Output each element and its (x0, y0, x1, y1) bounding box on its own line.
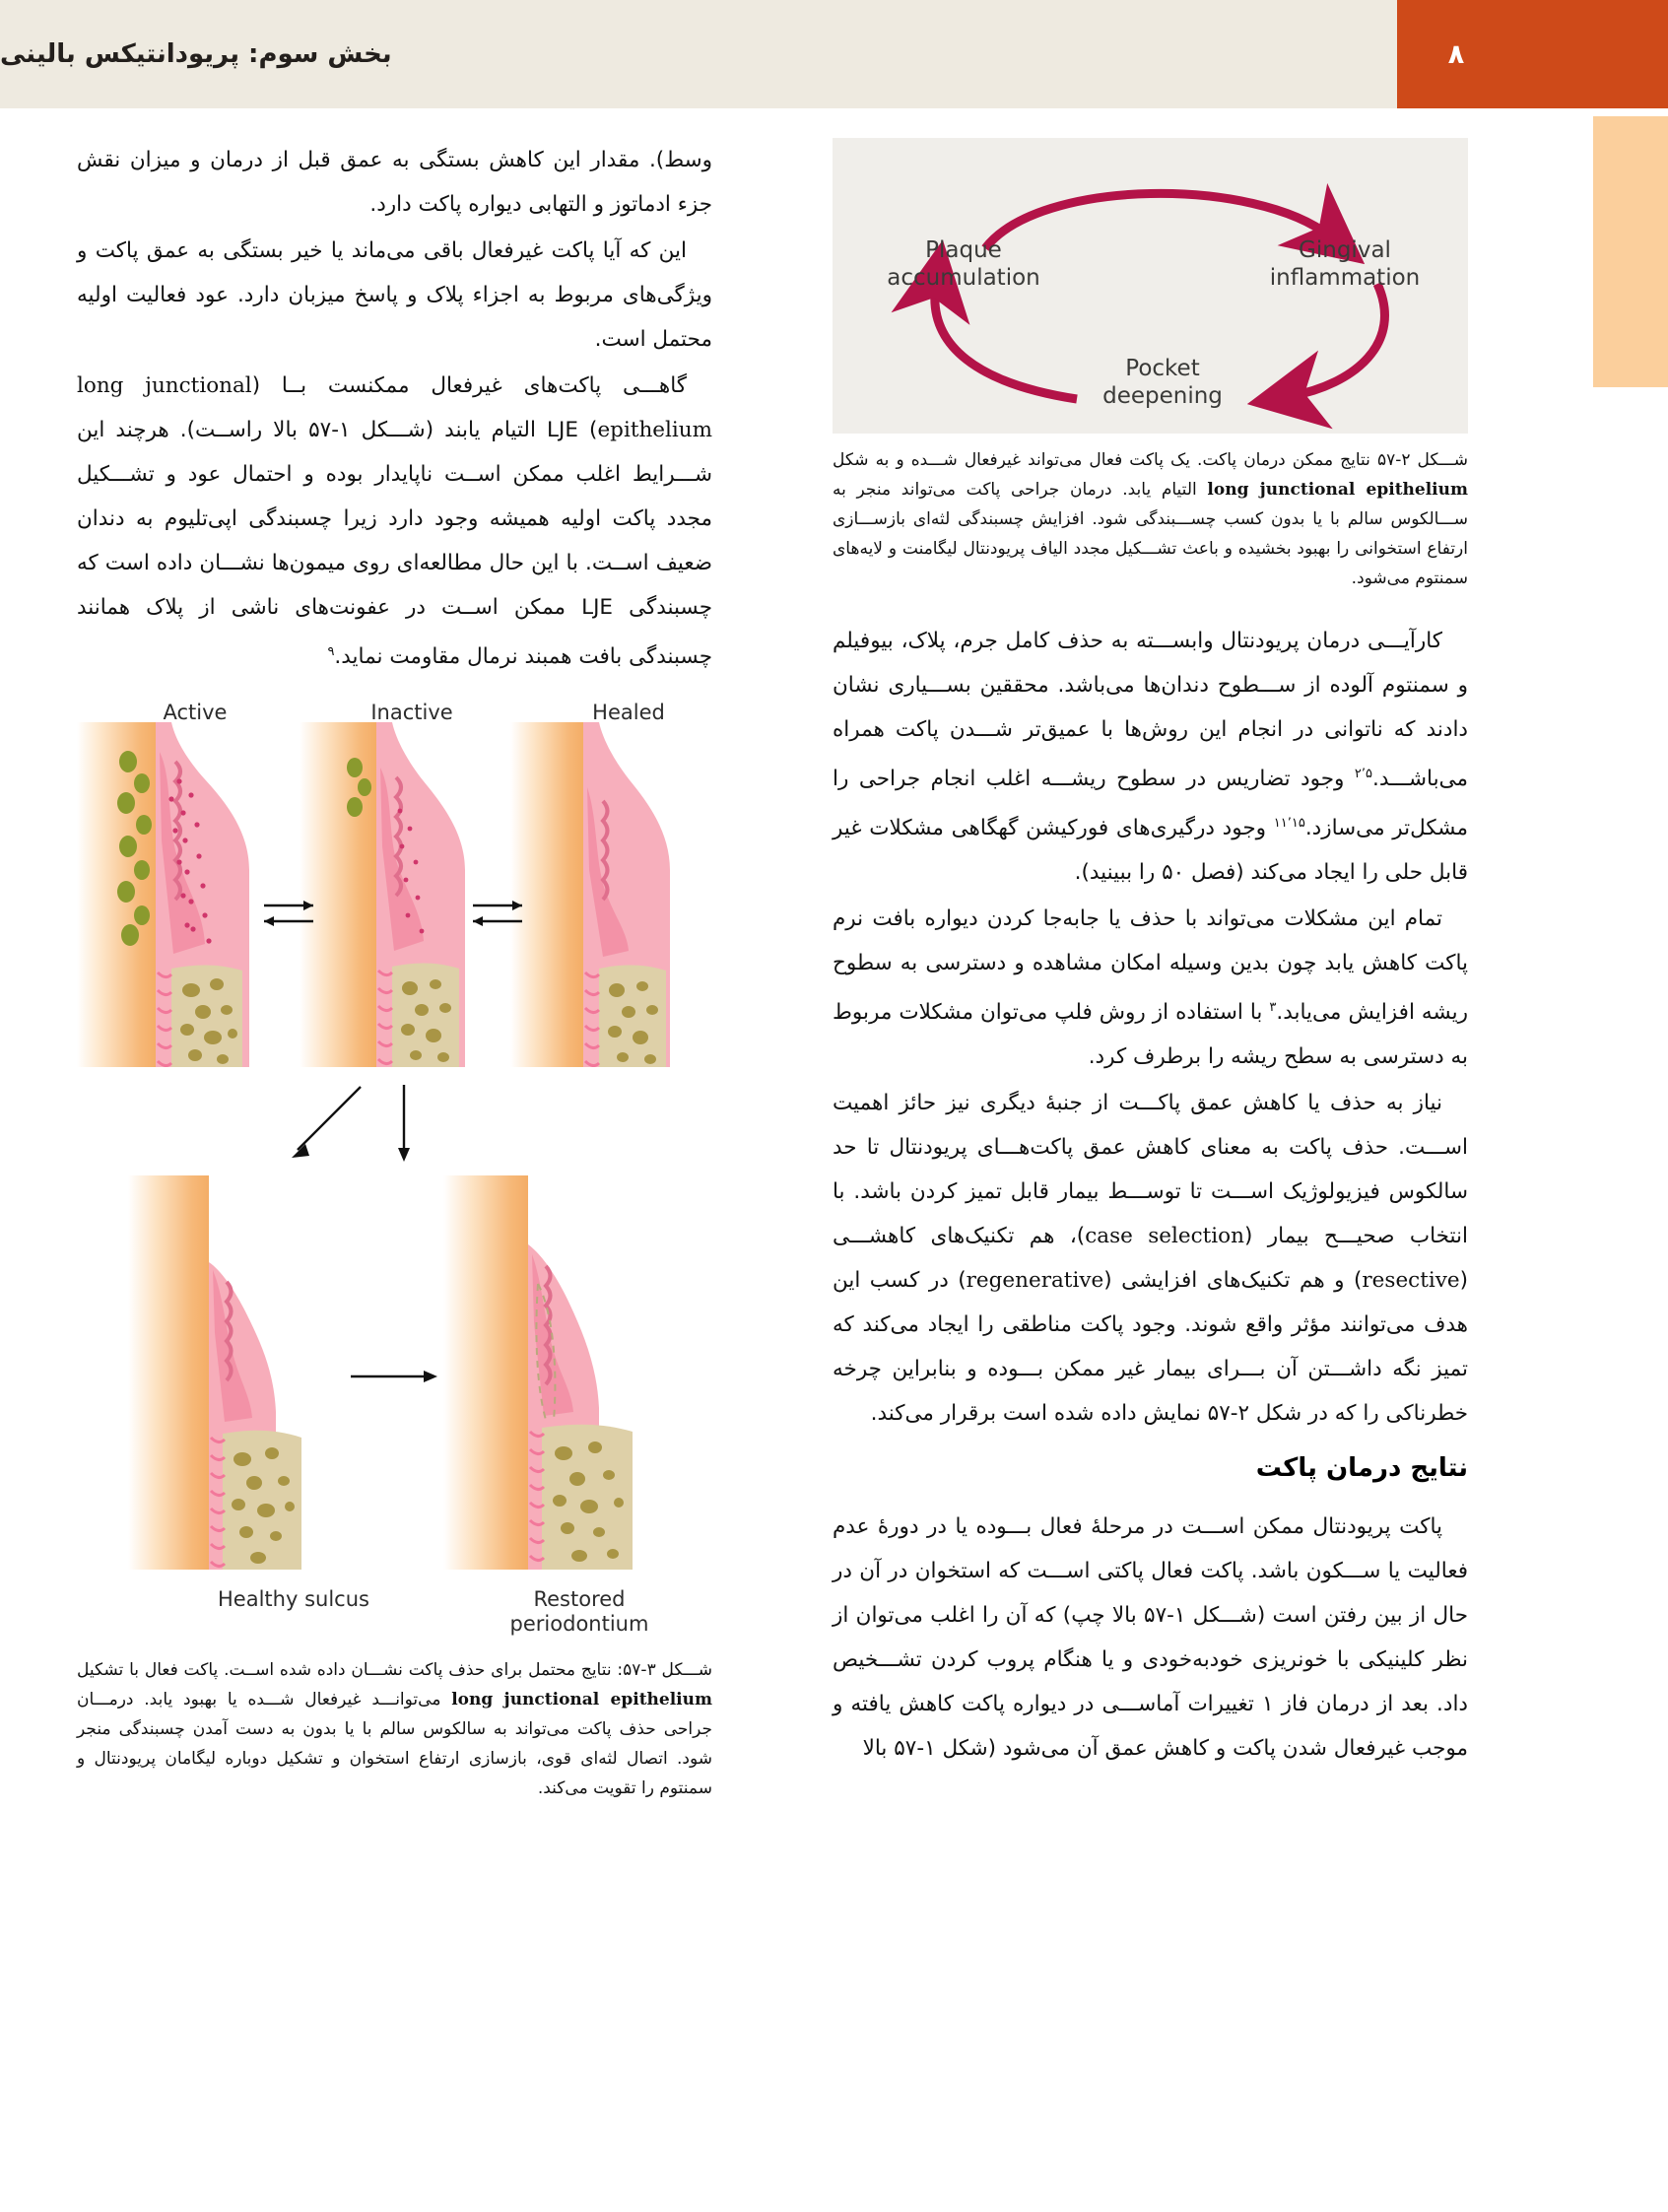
double-arrow-inactive-healed (469, 894, 526, 933)
rp2-ref: ۳ (1269, 1000, 1277, 1016)
running-title: بخش سوم: پریودانتیکس بالینی (0, 39, 392, 69)
left-paragraph-1: وسط). مقدار این کاهش بستگی به عمق قبل از درمان و میزان نقش جزء ادماتوز و التهابی دیواره پاکت دارد. (77, 148, 712, 217)
rp1-b: وجود تضاریس در سطوح ریشـــه اغلب انجام جراحی را مشکل‌تر می‌سازد. (833, 767, 1469, 841)
figure-label-healthy-sulcus: Healthy sulcus (218, 1587, 369, 1612)
rp1-c: وجود درگیری‌های فورکیشن گهگاهی مشکلات غیر قابل حلی را ایجاد می‌کند (فصل ۵۰ را ببینید). (833, 816, 1468, 886)
tooth-panel-restored-periodontium (443, 1175, 660, 1570)
double-arrow-active-inactive (260, 894, 317, 933)
rp1-ref2: ۱۱٬۱۵ (1273, 816, 1305, 832)
rp3-d: ) در کسب این هدف می‌توانند مؤثر واقع شوند. وجود پاکت مناطقی را ایجاد می‌کند که تمیز نگه داشـــتن آن بـــرای بیمار غیر ممکن بـــوده و بنابراین چرخه خطرناکی را که در شکل ۲-۵۷ نمایش داده شده است برقرار می‌کند. (833, 1268, 1468, 1427)
tooth-panel-active (77, 722, 264, 1067)
arrow-healthy-to-restored (345, 1363, 443, 1392)
right-paragraph-4: پاکت پریودنتال ممکن اســـت در مرحلهٔ فعال بـــوده یا در دورهٔ عدم فعالیت یا ســـکون باشد. پاکت فعال پاکتی اســـت که استخوان در آن در حال از بین رفتن است (شـــکل ۱-۵۷ بالا چپ) که آن را اغلب می‌توان از نظر کلینیکی با خونریزی خودبه‌خودی و یا هنگام پروب کردن تشـــخیص داد. بعد از درمان فاز ۱ تغییرات آماســـی در دیواره پاکت کاهش یافته و موجب غیرفعال شدن پاکت و کاهش عمق آن می‌شود (شکل ۱-۵۷ بالا (833, 1514, 1469, 1762)
figure-label-inactive: Inactive (370, 701, 453, 725)
figure-label-healed: Healed (592, 701, 665, 725)
edge-tab-marker (1593, 116, 1668, 387)
tooth-panel-healthy-sulcus (128, 1175, 325, 1570)
fig2-caption-a: شـــکل ۲-۵۷ نتایج ممکن درمان پاکت. یک پاکت فعال می‌تواند غیرفعال شـــده و به شکل (833, 450, 1468, 470)
left-paragraph-3 (77, 364, 712, 679)
rp3-latin-case-selection: case selection (1085, 1224, 1244, 1249)
figure-57-3-image (77, 701, 712, 1927)
left-column (77, 138, 712, 1927)
right-column (833, 138, 1468, 1773)
figure-label-active: Active (163, 701, 228, 725)
figure-57-2-image (833, 138, 1468, 434)
fig3-caption-a: شـــکل ۳-۵۷: نتایج محتمل برای حذف پاکت نشـــان داده شده اســت. پاکت فعال با تشکیل (77, 1660, 712, 1681)
rp3-latin-resective: resective (1362, 1268, 1460, 1294)
rp3-c: ) و هم تکنیک‌های افزایشی ( (1103, 1268, 1363, 1294)
rp3-a: نیاز به حذف یا کاهش عمق پاکـــت از جنبهٔ دیگری نیز حائز اهمیت اســـت. حذف پاکت به معنای کاهش عمق پاکت‌هـــای پریودنتال تا حد سالکوس فیزیولوژیک اســـت تا توســـط بیمار قابل تمیز کردن باشد. با انتخاب صحیـــح بیمار ( (833, 1091, 1469, 1249)
right-paragraph-2 (833, 897, 1468, 1079)
fig3-caption-b: می‌توانـــد غیرفعال شـــده یا بهبود یابد. درمـــان جراحی حذف پاکت می‌تواند به سالکوس سالم با یا بدون به دست آمدن چسبندگی منجر شود. اتصال لثه‌ای قوی، بازسازی ارتفاع استخوان و تشکیل دوباره لیگامان پریودنتال و سمنتوم را تقویت می‌کند. (77, 1690, 712, 1799)
fig3-caption-latin: long junctional epithelium (451, 1690, 712, 1710)
tooth-panel-inactive (300, 722, 477, 1067)
lp3-ref: ۹ (327, 644, 335, 659)
lp3-latin-lje: long junctional epithelium (77, 373, 713, 442)
left-paragraph-2: این که آیا پاکت غیرفعال باقی می‌ماند یا خیر بستگی به عمق پاکت و ویژگی‌های مربوط به اجزاء پلاک و پاسخ میزبان دارد. عود فعالیت اولیه محتمل است. (77, 238, 712, 352)
right-paragraph-3 (833, 1081, 1468, 1436)
cycle-node-gingival: Gingival inflammation (1269, 237, 1421, 291)
page-number: ۸ (1447, 38, 1465, 70)
figure-57-3-caption (77, 1655, 712, 1803)
figure-label-restored-periodontium: Restored periodontium (509, 1587, 649, 1637)
arrow-gingival-to-pocket (1291, 284, 1384, 396)
lp3-b: ) LJE التیام یابند (شـــکل ۱-۵۷ بالا راســت). هرچند این شـــرایط اغلب ممکن اســت ناپایدار بوده و احتمال عود و تشـــکیل مجدد پاکت اولیه همیشه وجود دارد زیرا چسبندگی اپی‌تلیوم به دندان ضعیف اســت. با این حال مطالعه‌ای روی میمون‌ها نشـــان داده است که چسبندگی LJE ممکن اســت در عفونت‌های ناشی از پلاک همانند چسبندگی بافت همبند نرمال مقاومت نماید. (77, 418, 712, 670)
diagonal-arrow-to-healthy-sulcus (284, 1083, 372, 1172)
rp3-latin-regenerative: regenerative (966, 1268, 1104, 1294)
fig2-caption-b: التیام یابد. درمان جراحی پاکت می‌تواند منجر به ســـالکوس سالم با یا بدون کسب چســـبندگی شود. افزایش چسبندگی لثه‌ای بازســـازی ارتفاع استخوانی را بهبود بخشیده و باعث تشـــکیل مجدد الیاف پریودنتال لیگامنت و لایه‌های سمنتوم می‌شود. (833, 480, 1468, 588)
fig2-caption-latin: long junctional epithelium (1207, 480, 1468, 500)
tooth-panel-healed (510, 722, 688, 1067)
figure-57-2-caption (833, 445, 1468, 593)
section-heading-pocket-treatment-results: نتایج درمان پاکت (1255, 1453, 1468, 1484)
rp2-a: تمام این مشکلات می‌تواند با حذف یا جابه‌جا کردن دیواره بافت نرم پاکت کاهش یابد چون بدین وسیله امکان مشاهده و دسترسی به سطوح ریشه افزایش می‌یابد. (833, 906, 1468, 1026)
cycle-node-pocket: Pocket deepening (1102, 356, 1223, 409)
vertical-arrow-to-healthy-sulcus (390, 1083, 420, 1172)
cycle-node-plaque: Plaque accumulation (887, 237, 1040, 291)
rp2-b: با استفاده از روش فلپ می‌توان مشکلات مربوط به دسترسی به سطح ریشه را برطرف کرد. (833, 1000, 1468, 1070)
rp1-ref1: ۲٬۵ (1354, 767, 1372, 781)
lp3-a: گاهـــی پاکت‌های غیرفعال ممکنست بــا ( (251, 373, 687, 398)
arrow-pocket-to-plaque (935, 284, 1077, 399)
right-paragraph-1 (833, 619, 1468, 895)
rp3-b: )، هم تکنیک‌های کاهشـــی ( (833, 1224, 1468, 1294)
rp1-a: کارآیـــی درمان پریودنتال وابســـته به حذف کامل جرم، پلاک، بیوفیلم و سمنتوم آلوده از ســـطوح دندان‌ها می‌باشد. محققین بســـیاری نشان دادند که ناتوانی در انجام این روش‌ها با عمیق‌تر شـــدن پاکت همراه می‌باشـــد. (833, 629, 1468, 792)
